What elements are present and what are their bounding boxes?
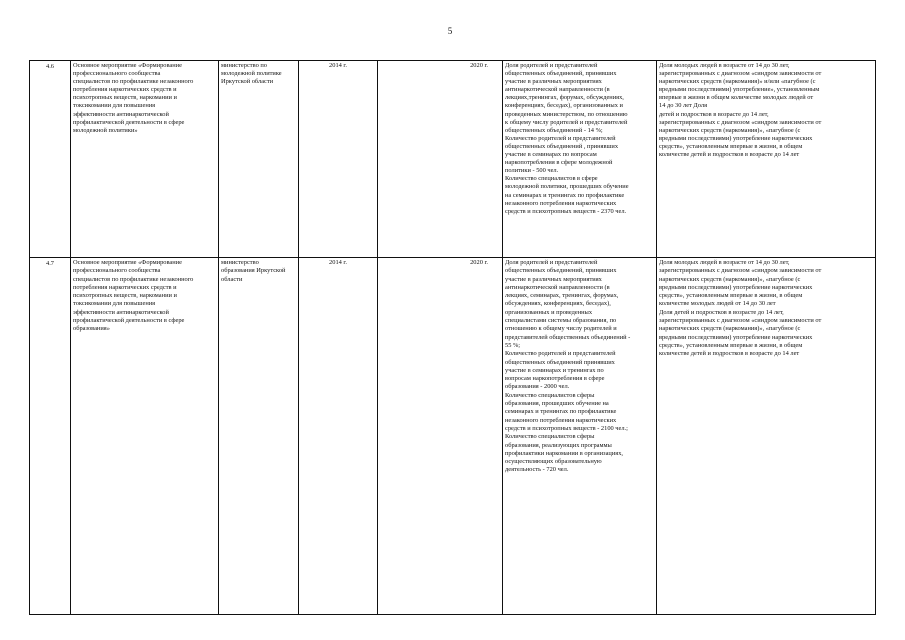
results: Доля молодых людей в возрасте от 14 до 30 лет, зарегистрированных с диагнозом «синдром зависимости от наркотических средств (наркомания)» и/или «пагубное (с вредными последствиями) употребление», установленным впервые в жизни в общем количестве молодых людей от 14 до 30 лет Доля детей и подростков в возрасте до 14 лет, зарегистрированных с диагнозом «синдром зависимости от наркотических средств (наркомания)», «пагубное (с вредными последствиями) употребление наркотических средств», установленным впервые в жизни, в общем количестве детей и подростков в возрасте до 14 лет bbox=[656, 61, 877, 257]
indicators: Доля родителей и представителей общественных объединений, принявших участие в различных мероприятиях антинаркотической направленности (в лекциях,тренингах, форумах, обсуждениях, конференциях, беседах), организованных и проведенных министерством, по отношению к общему числу родителей и представителей общественных объединений - 14 %; Количество родителей и представителей общественных объединений , принявших участие в семинарах по вопросам наркопотребления в сфере молодежной политики - 500 чел. Количество специалистов в сфере молодежной политики, прошедших обучение на семинарах и тренингах по профилактике незаконного потребления наркотических средств и психотропных веществ - 2370 чел. bbox=[502, 61, 656, 257]
end-year: 2020 г. bbox=[377, 61, 502, 257]
results: Доля молодых людей в возрасте от 14 до 30 лет, зарегистрированных с диагнозом «синдром зависимости от наркотических средств (наркомания)», «пагубное (с вредными последствиями) употребление наркотических средств», установленным впервые в жизни, в общем количестве молодых людей от 14 до 30 лет Доля детей и подростков в возрасте до 14 лет, зарегистрированных с диагнозом «синдром зависимости от наркотических средств (наркомания)», «пагубное (с вредными последствиями) употребление наркотических средств», установленным впервые в жизни, в общем количестве детей и подростков в возрасте до 14 лет bbox=[656, 258, 877, 614]
page-number: 5 bbox=[447, 26, 453, 36]
program-table bbox=[29, 60, 876, 615]
row-number: 4.6 bbox=[46, 63, 54, 70]
executor: министерство образования Иркутской области bbox=[218, 258, 298, 614]
start-year: 2014 г. bbox=[298, 258, 377, 614]
row-number: 4.7 bbox=[46, 260, 54, 267]
indicators: Доля родителей и представителей общественных объединений, принявших участие в различных мероприятиях антинаркотической направленности (в лекциях, семинарах, тренингах, форумах, обсуждениях, конференциях, беседах), организованных и проведенных специалистами системы образования, по отношению к общему числу родителей и представителей общественных объединений - 55 %; Количество родителей и представителей общественных объединений принявших участие в семинарах и тренингах по вопросам наркопотребления в сфере образования - 2000 чел. Количество специалистов сферы образования, прошедших обучение на семинарах и тренингах по профилактике незаконного потребления наркотических средств и психотропных веществ - 2100 чел.; Количество специалистов сферы образования, реализующих программы профилактики наркомании в организациях, осуществляющих образовательную деятельность - 720 чел. bbox=[502, 258, 656, 614]
executor: министерство по молодежной политике Иркутской области bbox=[218, 61, 298, 257]
event-name: Основное мероприятие «Формирование профессионального сообщества специалистов по профилактике незаконного потребления наркотических средств и психотропных веществ, наркомании и токсикомании для повышения эффективности антинаркотической профилактической деятельности в сфере молодежной политики» bbox=[70, 61, 218, 257]
event-name: Основное мероприятие «Формирование профессионального сообщества специалистов по профилактике незаконного потребления наркотических средств и психотропных веществ, наркомании и токсикомании для повышения эффективности антинаркотической профилактической деятельности в сфере образования» bbox=[70, 258, 218, 614]
table-row bbox=[29, 60, 876, 258]
end-year: 2020 г. bbox=[377, 258, 502, 614]
table-row bbox=[29, 258, 876, 615]
start-year: 2014 г. bbox=[298, 61, 377, 257]
